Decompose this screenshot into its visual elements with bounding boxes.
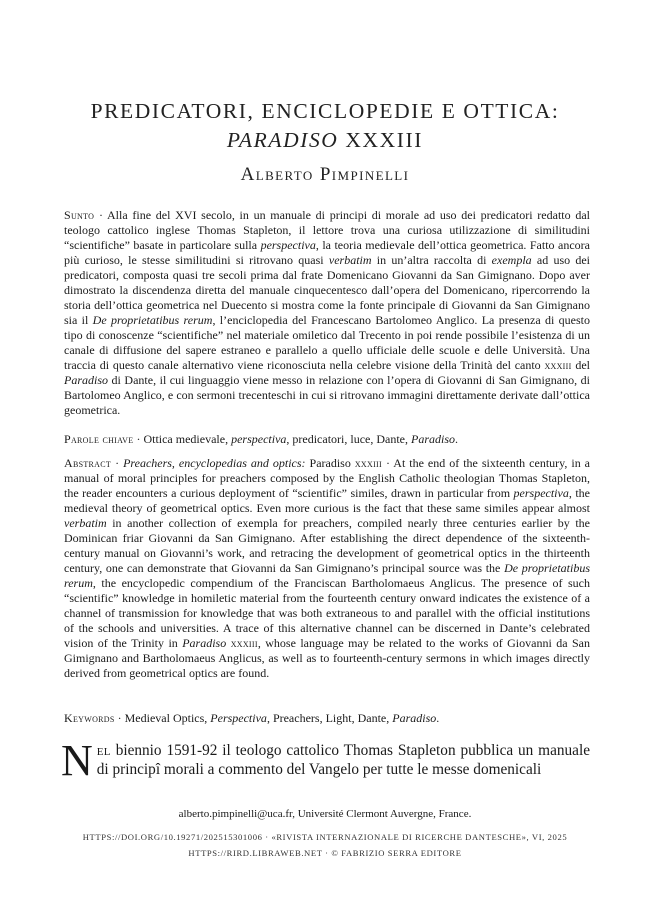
keywords-text: Medieval Optics, bbox=[124, 711, 211, 725]
sunto-italic: Paradiso bbox=[64, 373, 109, 387]
sunto-paragraph bbox=[64, 208, 590, 418]
parole-chiave-paragraph bbox=[64, 432, 590, 447]
sunto-text: , l’enciclopedia del Francescano Bartolomeo Anglico. La presenza di questo tipo di conoscenze “scientifiche” nel materiale omiletico dal Trecento in poi rende possibile l’esistenza di un canale di diffusione del sapere estraneo e parallelo a quello ufficiale delle scuole e delle Università. Una traccia di questo canale alternativo viene riconosciuta nella celebre visione della Trinità del canto bbox=[64, 313, 590, 372]
keywords-separator: · bbox=[114, 711, 125, 725]
parole-chiave-text: , predicatori, luce, Dante, bbox=[286, 432, 412, 446]
abstract-paragraph bbox=[64, 456, 590, 681]
sunto-label: Sunto bbox=[64, 208, 95, 222]
abstract-italic: perspectiva bbox=[513, 486, 569, 500]
author-affiliation-footnote: alberto.pimpinelli@uca.fr, Université Clermont Auvergne, France. bbox=[178, 808, 472, 820]
sunto-separator: · bbox=[94, 208, 108, 222]
article-title-line-2 bbox=[0, 127, 650, 153]
keywords-label: Keywords bbox=[64, 711, 115, 725]
publisher-footer: HTTPS://RIRD.LIBRAWEB.NET · © FABRIZIO SERRA EDITORE bbox=[188, 848, 462, 858]
parole-chiave-text: Ottica medievale, bbox=[143, 432, 232, 446]
abstract-italic: De proprietatibus rerum bbox=[64, 561, 591, 590]
author-name: Alberto Pimpinelli bbox=[240, 164, 410, 185]
abstract-text: , the medieval theory of geometrical optics. Even more curious is the fact that these same similes appear almost bbox=[64, 486, 590, 515]
parole-chiave-text: . bbox=[455, 432, 459, 446]
sunto-canto-smallcaps: xxxiii bbox=[544, 358, 572, 372]
sunto-text: ad uso dei predicatori, composta quasi tre secoli prima dal frate Domenicano Giovanni da San Gimignano. Dopo aver dimostrato la discendenza diretta del manuale cinquecentesco dall’opera del Domenicano, ripercorrendo la storia dell’ottica geometrica nel Duecento si mostra come la fonte principale di Giovanni da San Gimignano sia il bbox=[64, 253, 591, 327]
sunto-text: di Dante, il cui linguaggio viene messo in relazione con l’opera di Giovanni di San Gimignano, di Bartolomeo Anglico, e con sermoni trecenteschi in cui si ritrovano immagini direttamente derivate dall’ottica geometrica. bbox=[64, 373, 590, 417]
parole-chiave-italic: Paradiso bbox=[411, 432, 456, 446]
body-smallcaps-opening: el bbox=[96, 742, 111, 759]
title-canto-number: XXXIII bbox=[338, 128, 424, 152]
sunto-text: , la teoria medievale dell’ottica geometrica. Fatto ancora più curioso, le stesse similitudini si ritrovano quasi bbox=[64, 238, 590, 267]
abstract-canto-smallcaps: xxxiii bbox=[354, 456, 382, 470]
article-title-line-1: PREDICATORI, ENCICLOPEDIE E OTTICA: bbox=[90, 99, 560, 123]
abstract-separator: · bbox=[111, 456, 124, 470]
drop-cap: N bbox=[61, 736, 93, 785]
sunto-italic: De proprietatibus rerum bbox=[92, 313, 213, 327]
parole-chiave-label: Parole chiave bbox=[64, 432, 134, 446]
sunto-text: in un’altra raccolta di bbox=[371, 253, 492, 267]
sunto-italic: perspectiva bbox=[260, 238, 316, 252]
parole-chiave-italic: perspectiva bbox=[231, 432, 287, 446]
abstract-text: · At the end of the sixteenth century, in a manual of moral principles for preachers composed by the English Catholic theologian Thomas Stapleton, the reader encounters a curious deployment of “scientific” similes, drawn in particular from bbox=[64, 456, 591, 500]
abstract-italic: Paradiso bbox=[182, 636, 227, 650]
keywords-text: , Preachers, Light, Dante, bbox=[266, 711, 393, 725]
abstract-label: Abstract bbox=[64, 456, 112, 470]
body-first-paragraph bbox=[61, 736, 590, 785]
body-text: biennio 1591-92 il teologo cattolico Thomas Stapleton pubblica un manuale di principî morali a commento del Vangelo per tutte le messe domenicali bbox=[96, 742, 590, 778]
keywords-text: . bbox=[436, 711, 440, 725]
title-italic-paradiso: PARADISO bbox=[226, 128, 339, 152]
sunto-italic: verbatim bbox=[328, 253, 372, 267]
sunto-text: del bbox=[571, 358, 590, 372]
abstract-text: , whose language may be related to the works of Giovanni da San Gimignano and Bartholomaeus Anglicus, as well as to fourteenth-century sermons in which images directly derived from geometrical optics are found. bbox=[64, 636, 590, 680]
abstract-italic: verbatim bbox=[64, 516, 107, 530]
abstract-text: in another collection of exempla for preachers, compiled nearly three centuries earlier by the Dominican friar Giovanni da San Gimignano. After establishing the direct dependence of the sixteenth-century manual on Giovanni’s work, and retracing the development of geometrical optics in the thirteenth century, one can demonstrate that Giovanni da San Gimignano’s principal source was the bbox=[64, 516, 590, 575]
sunto-italic: exempla bbox=[491, 253, 532, 267]
keywords-paragraph bbox=[64, 711, 590, 726]
doi-journal-footer: HTTPS://DOI.ORG/10.19271/202515301006 · «RIVISTA INTERNAZIONALE DI RICERCHE DANTESCHE», VI, 2025 bbox=[82, 832, 568, 842]
abstract-text: , the encyclopedic compendium of the Franciscan Bartholomaeus Anglicus. The presence of such “scientific” knowledge in homiletic material from the fourteenth century onward indicates the existence of a channel of transmission for knowledge that was both extraneous to and parallel with the official institutions of the schools and universities. A trace of this alternative channel can be discerned in Dante’s celebrated vision of the Trinity in bbox=[64, 576, 590, 650]
abstract-italic-title: Preachers, encyclopedias and optics: bbox=[123, 456, 306, 470]
sunto-text: Alla fine del XVI secolo, in un manuale di principi di morale ad uso dei predicatori redatto dal teologo cattolico inglese Thomas Stapleton, il lettore trova una curiosa utilizzazione di similitudini “scientifiche” basate in particolare sulla bbox=[64, 208, 590, 252]
keywords-italic: Paradiso bbox=[392, 711, 437, 725]
keywords-italic: Perspectiva bbox=[210, 711, 267, 725]
abstract-text: Paradiso bbox=[305, 456, 355, 470]
parole-chiave-separator: · bbox=[133, 432, 144, 446]
abstract-canto-smallcaps: xxxiii bbox=[230, 636, 258, 650]
